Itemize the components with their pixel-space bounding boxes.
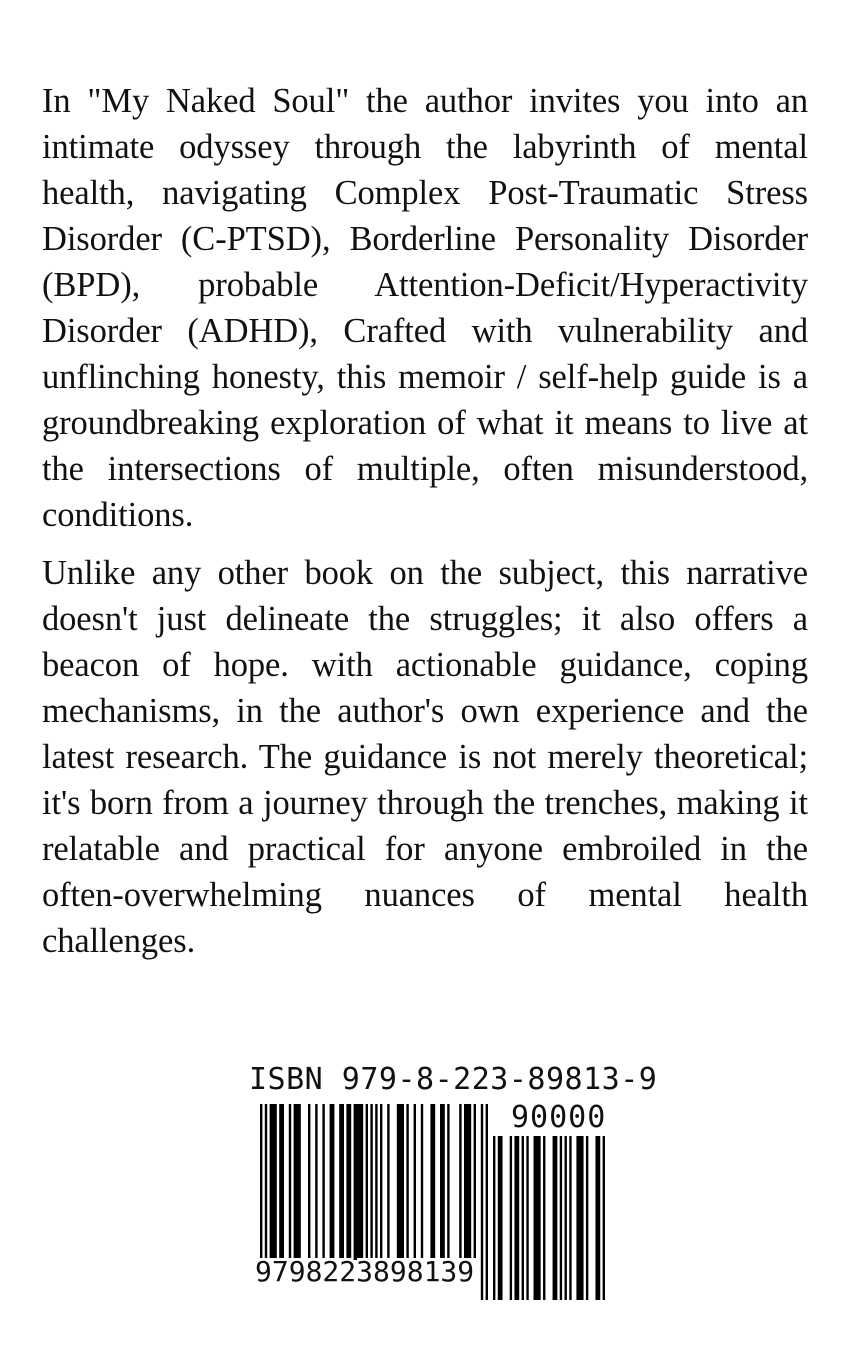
ean-bar-26	[464, 1104, 471, 1260]
ean-bar-11	[346, 1104, 351, 1260]
addon-bar-11	[569, 1136, 571, 1300]
addon-bar-0	[493, 1136, 495, 1300]
ean-bar-25	[459, 1104, 461, 1260]
ean-bar-9	[330, 1104, 335, 1260]
ean-bar-28	[481, 1104, 483, 1300]
addon-bar-8	[553, 1136, 558, 1300]
ean-bar-22	[430, 1104, 435, 1260]
ean-bar-29	[486, 1104, 488, 1300]
addon-bars	[493, 1136, 605, 1300]
addon-bar-1	[498, 1136, 503, 1300]
ean-bar-7	[315, 1104, 317, 1260]
ean-bar-21	[421, 1104, 423, 1260]
ean13-digits: 9798223898139	[255, 1255, 475, 1288]
isbn-label: ISBN 979-8-223-89813-9	[249, 1062, 658, 1097]
description-paragraph-1: In "My Naked Soul" the author invites you into an intimate odyssey through the labyrinth of mental health, navigating Complex Post-Traumatic Stress Disorder (C-PTSD), Borderline Personality Disorder (BPD), probable Attention-Deficit/Hyperactivity Disorder (ADHD), Crafted with vulnerability and unflinching honesty, this memoir / self-help guide is a groundbreaking exploration of what it means to live at the intersections of multiple, often misunderstood, conditions.	[42, 82, 808, 534]
ean-bar-19	[406, 1104, 408, 1260]
addon-bar-7	[543, 1136, 545, 1300]
ean-bar-27	[474, 1104, 476, 1260]
addon-bar-3	[514, 1136, 519, 1300]
addon-bar-10	[564, 1136, 566, 1300]
price-addon-digits: 90000	[511, 1100, 607, 1135]
addon-bar-2	[510, 1136, 512, 1300]
ean-bar-12	[354, 1104, 364, 1260]
addon-bar-9	[560, 1136, 562, 1300]
ean-bar-3	[279, 1104, 284, 1260]
ean-bar-23	[440, 1104, 445, 1260]
description-paragraph-2: Unlike any other book on the subject, this narrative doesn't just delineate the struggles; it also offers a beacon of hope. with actionable guidance, coping mechanisms, in the author's own experience and the latest research. The guidance is not merely theoretical; it's born from a journey through the trenches, making it relatable and practical for anyone embroiled in the often-overwhelming nuances of mental health challenges.	[42, 554, 808, 960]
ean-bar-24	[447, 1104, 449, 1260]
addon-bar-4	[522, 1136, 524, 1300]
ean-bar-18	[397, 1104, 404, 1260]
ean-bar-13	[366, 1104, 368, 1260]
addon-bar-5	[526, 1136, 528, 1300]
ean-bar-6	[308, 1104, 310, 1260]
ean-bar-17	[387, 1104, 389, 1260]
addon-bar-6	[534, 1136, 541, 1300]
ean-bar-20	[414, 1104, 416, 1260]
ean-bar-2	[270, 1104, 277, 1260]
addon-bar-12	[576, 1136, 583, 1300]
addon-bar-15	[603, 1136, 605, 1300]
ean-bar-10	[339, 1104, 344, 1260]
ean-bar-16	[380, 1104, 382, 1260]
isbn-barcode	[233, 1058, 658, 1300]
addon-bar-13	[586, 1136, 588, 1300]
book-description	[42, 78, 808, 964]
ean-bar-4	[289, 1104, 291, 1260]
ean-bar-8	[322, 1104, 324, 1260]
ean-bar-5	[294, 1104, 301, 1260]
addon-bar-14	[595, 1136, 600, 1300]
